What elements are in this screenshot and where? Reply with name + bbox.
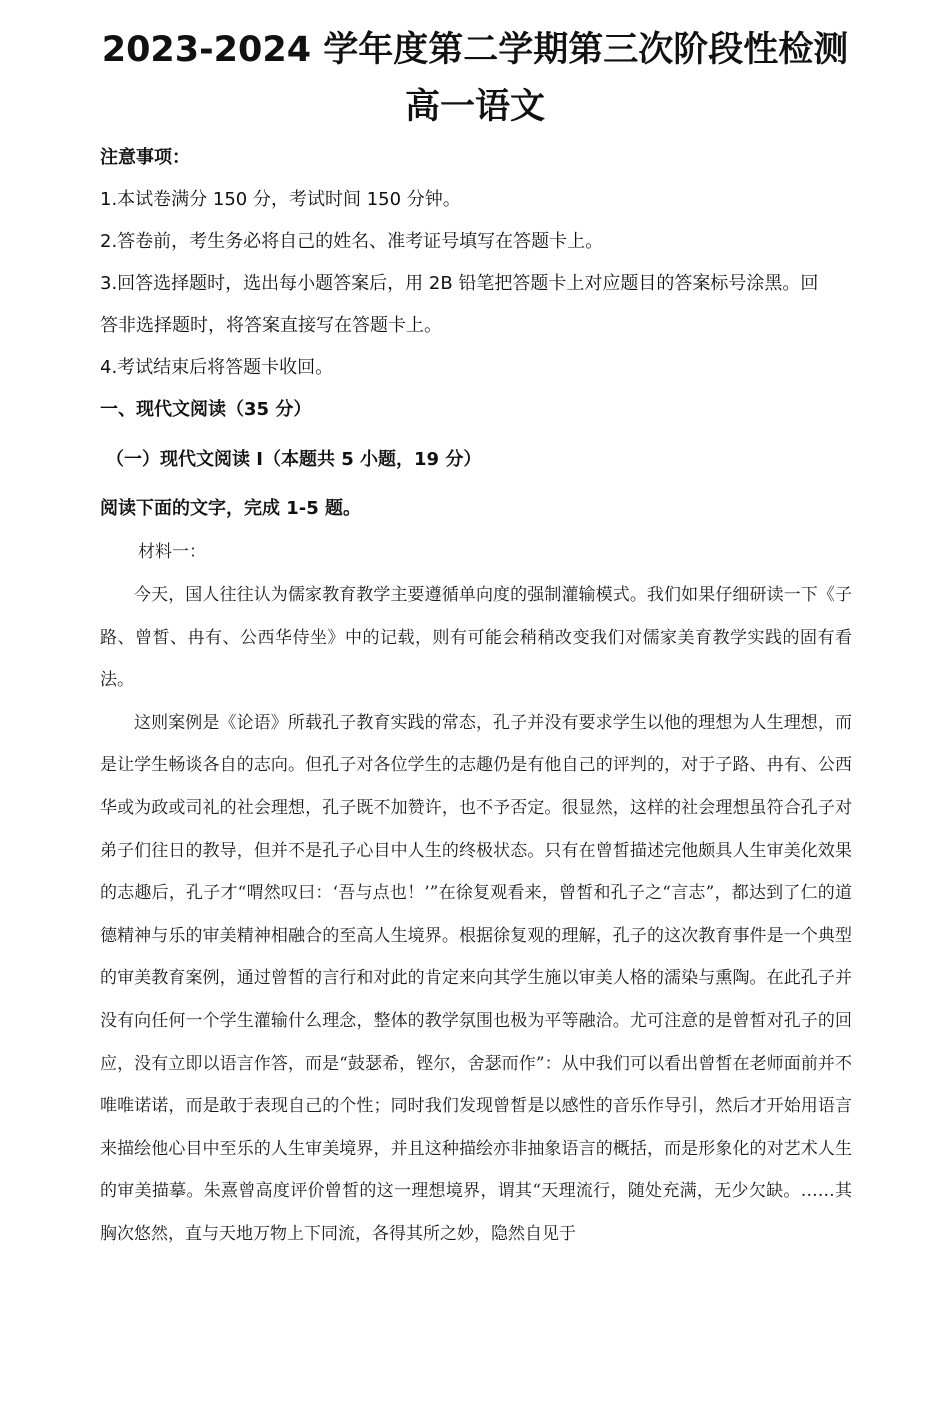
- passage-paragraph: 今天，国人往往认为儒家教育教学主要遵循单向度的强制灌输模式。我们如果仔细研读一下《子路、曾皙、冉有、公西华侍坐》中的记载，则有可能会稍稍改变我们对儒家美育教学实践的固有看法。: [100, 585, 852, 691]
- part-one-heading: 一、现代文阅读（35 分）: [100, 399, 312, 420]
- note-item: 4.考试结束后将答题卡收回。: [100, 357, 334, 378]
- note-item: 3.回答选择题时，选出每小题答案后，用 2B 铅笔把答题卡上对应题目的答案标号涂黑。回: [100, 273, 819, 294]
- exam-subject: 高一语文: [404, 87, 545, 127]
- reading-instruction: 阅读下面的文字，完成 1-5 题。: [100, 498, 362, 519]
- material-passage: [100, 574, 852, 1256]
- notes-heading: 注意事项：: [100, 147, 190, 168]
- note-item: 答非选择题时，将答案直接写在答题卡上。: [100, 315, 442, 336]
- material-label: 材料一：: [138, 542, 206, 562]
- note-item: 2.答卷前，考生务必将自己的姓名、准考证号填写在答题卡上。: [100, 231, 604, 252]
- passage-paragraph: 这则案例是《论语》所载孔子教育实践的常态，孔子并没有要求学生以他的理想为人生理想，而是让学生畅谈各自的志向。但孔子对各位学生的志趣仍是有他自己的评判的，对于子路、冉有、公西华或为政或司礼的社会理想，孔子既不加赞许，也不予否定。很显然，这样的社会理想虽符合孔子对弟子们往日的教导，但并不是孔子心目中人生的终极状态。只有在曾皙描述完他颇具人生审美化效果的志趣后，孔子才“喟然叹曰：‘吾与点也！’”在徐复观看来，曾皙和孔子之“言志”，都达到了仁的道德精神与乐的审美精神相融合的至高人生境界。根据徐复观的理解，孔子的这次教育事件是一个典型的审美教育案例，通过曾皙的言行和对此的肯定来向其学生施以审美人格的濡染与熏陶。在此孔子并没有向任何一个学生灌输什么理念，整体的教学氛围也极为平等融洽。尤可注意的是曾皙对孔子的回应，没有立即以语言作答，而是“鼓瑟希，铿尔，舍瑟而作”：从中我们可以看出曾皙在老师面前并不唯唯诺诺，而是敢于表现自己的个性；同时我们发现曾皙是以感性的音乐作导引，然后才开始用语言来描绘他心目中至乐的人生审美境界，并且这种描绘亦非抽象语言的概括，而是形象化的对艺术人生的审美描摹。朱熹曾高度评价曾皙的这一理想境界，谓其“天理流行，随处充满，无少欠缺。……其胸次悠然，直与天地万物上下同流，各得其所之妙，隐然自见于: [100, 712, 852, 1244]
- notes-block: [100, 137, 860, 389]
- sub-section-heading: （一）现代文阅读 I（本题共 5 小题，19 分）: [106, 449, 482, 470]
- exam-title: 2023-2024 学年度第二学期第三次阶段性检测: [101, 30, 849, 70]
- note-item: 1.本试卷满分 150 分，考试时间 150 分钟。: [100, 189, 461, 210]
